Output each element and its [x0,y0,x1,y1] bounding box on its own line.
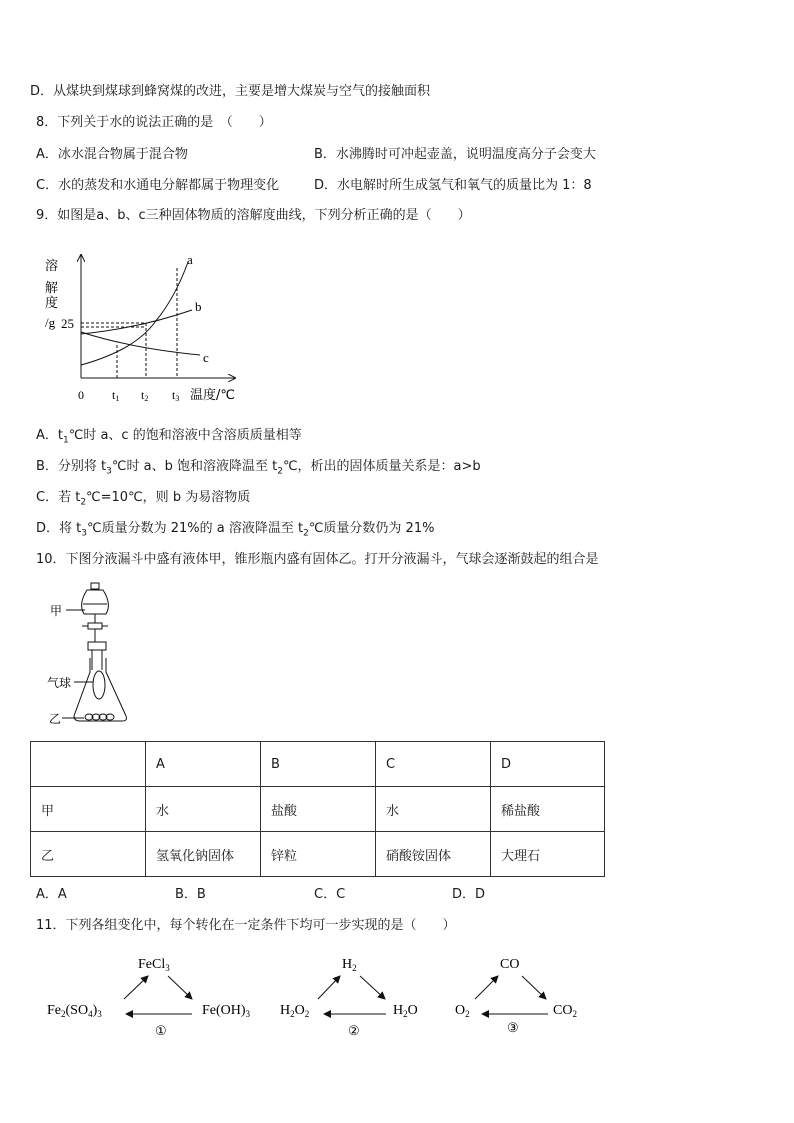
g2-left: $H_2O_2$ [280,1003,310,1019]
q9-option-c: C．若 $t_2℃=10℃$，则 b 为易溶物质 [36,490,251,508]
table-row [31,787,605,832]
table-cell [31,742,146,787]
q8-stem: 8．下列关于水的说法正确的是 （ ） [36,115,272,130]
q10-answer-b: B．B [175,887,206,902]
x-tick-t3: t3 [172,388,180,403]
table-cell: 甲 [31,787,146,832]
g2-top: $H_2$ [342,957,357,973]
label-jia: 甲 [50,604,63,618]
g1-number: ① [155,1023,167,1038]
g2-number: ② [348,1023,360,1038]
table-row [31,832,605,877]
q7-option-d: D．从煤块到煤球到蜂窝煤的改进，主要是增大煤炭与空气的接触面积 [30,84,431,99]
q10-answer-c: C．C [314,887,346,902]
y-label-2: 解 [45,280,59,295]
q10-answer-d: D．D [452,887,486,902]
table-cell: C [376,742,491,787]
curve-c-label: c [203,350,209,365]
q10-answer-a: A．A [36,887,67,902]
q8-option-c: C．水的蒸发和水通电分解都属于物理变化 [36,178,280,193]
q11-stem: 11．下列各组变化中，每个转化在一定条件下均可一步实现的是（ ） [36,918,456,933]
g3-right: $CO_2$ [553,1003,577,1019]
table-cell: 硝酸铵固体 [376,832,491,877]
x-label: 温度/℃ [190,388,235,403]
g1-left: $Fe_2(SO_4)_3$ [47,1003,102,1019]
q9-option-d: D．将 $t_3℃$质量分数为 21%的 a 溶液降温至 $t_2℃$质量分数仍为 21% [36,521,435,539]
table-cell: 盐酸 [261,787,376,832]
diagram-2 [280,957,418,1038]
g1-top: FeCl$_3$ [138,957,170,973]
g3-number: ③ [507,1020,519,1035]
g3-top: CO [500,957,520,972]
table-cell: 锌粒 [261,832,376,877]
q9-stem: 9．如图是a、b、c三种固体物质的溶解度曲线，下列分析正确的是（ ） [36,208,471,223]
table-cell: 水 [376,787,491,832]
table-cell: 稀盐酸 [491,787,605,832]
diagram-3 [455,957,577,1035]
separatory-funnel-flask-figure [44,580,144,728]
g1-right: $Fe(OH)_3$ [202,1003,251,1019]
q8-option-b: B．水沸腾时可冲起壶盖，说明温度高分子会变大 [314,147,596,162]
q9-option-b: B．分别将 $t_3℃$时 a、b 饱和溶液降温至 $t_2℃$，析出的固体质量关系是：a>b [36,459,481,477]
x-tick-t1: t1 [112,388,120,403]
g2-right: $H_2O$ [393,1003,418,1019]
table-cell: A [146,742,261,787]
y-label-1: 溶 [45,258,59,273]
table-cell: 氢氧化钠固体 [146,832,261,877]
table-row [31,742,605,787]
solubility-curve-graph [40,250,250,410]
y-label-4: /g [45,315,56,330]
q10-options-table [30,741,605,877]
y-tick-25: 25 [61,316,74,331]
table-cell: 水 [146,787,261,832]
curve-a [81,262,188,365]
q8-option-d: D．水电解时所生成氢气和氧气的质量比为 1：8 [314,178,592,193]
curve-b [81,310,192,334]
conversion-diagrams [40,948,600,1043]
table-cell: B [261,742,376,787]
curve-b-label: b [195,299,202,314]
curve-a-label: a [187,252,193,267]
label-yi: 乙 [49,712,62,726]
table-cell: 大理石 [491,832,605,877]
diagram-1 [47,957,251,1038]
q10-stem: 10．下图分液漏斗中盛有液体甲，锥形瓶内盛有固体乙。打开分液漏斗，气球会逐渐鼓起的组合是 [36,552,599,567]
table-cell: 乙 [31,832,146,877]
g3-left: $O_2$ [455,1003,470,1019]
curve-c [81,332,200,355]
label-qiqiu: 气球 [47,676,72,690]
y-label-3: 度 [45,295,59,310]
origin-label: 0 [78,388,84,402]
q9-option-a: A．$t_1℃$时 a、c 的饱和溶液中含溶质质量相等 [36,428,302,446]
table-cell: D [491,742,605,787]
x-tick-t2: t2 [141,388,149,403]
q8-option-a: A．冰水混合物属于混合物 [36,147,188,162]
